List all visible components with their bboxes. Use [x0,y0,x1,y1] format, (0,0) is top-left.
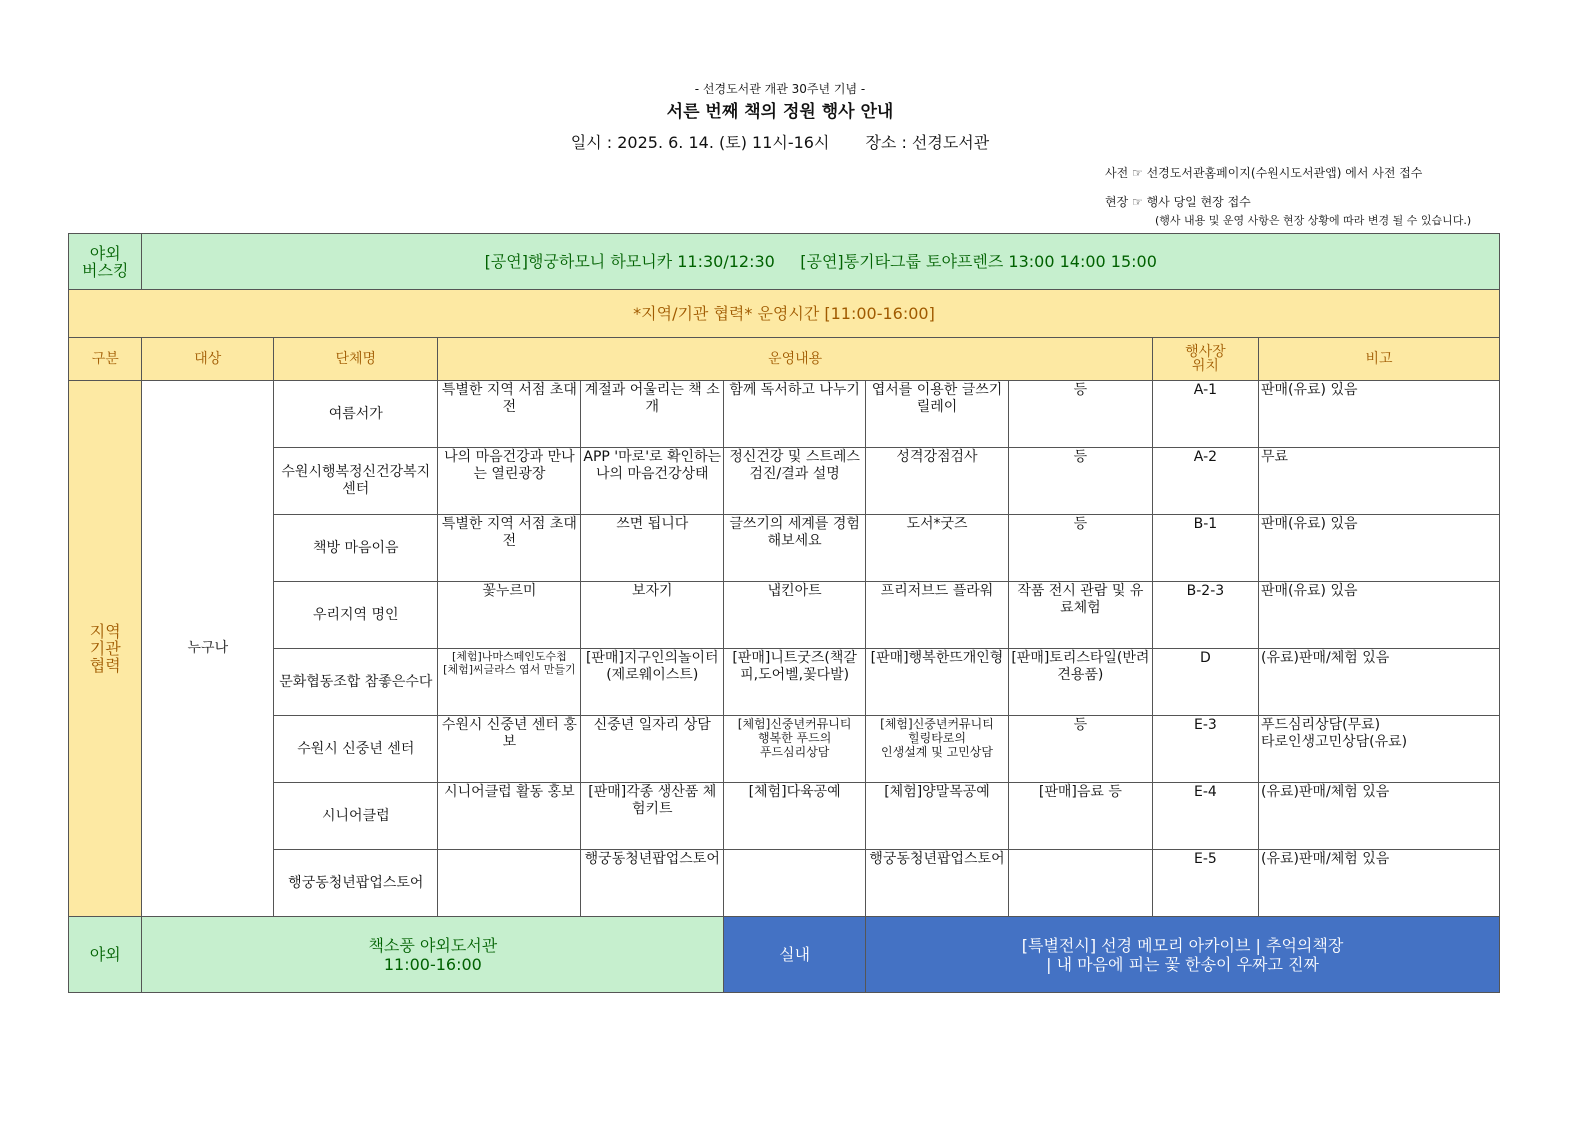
program-item [438,850,581,917]
schedule-table [68,233,1500,993]
location-code: A-2 [1152,448,1258,515]
group-name: 여름서가 [274,381,438,448]
table-row [69,649,1500,716]
program-item: [체험]나마스떼인도수첩 [체험]씨글라스 엽서 만들기 [438,649,581,716]
section-target: 누구나 [142,381,274,917]
program-item: 등 [1008,381,1152,448]
remarks: (유료)판매/체험 있음 [1258,783,1499,850]
program-item [724,850,866,917]
disclaimer-note: (행사 내용 및 운영 사항은 현장 상황에 따라 변경 될 수 있습니다.) [1155,214,1472,227]
group-name: 수원시 신중년 센터 [274,716,438,783]
section-category: 지역 기관 협력 [69,381,142,917]
program-item: 프리저브드 플라워 [866,582,1009,649]
event-info [0,130,1560,153]
table-row [69,448,1500,515]
table-row [69,582,1500,649]
program-item: 행궁동청년팝업스토어 [581,850,724,917]
onsite-note: 현장 ☞ 행사 당일 현장 접수 [1105,195,1251,209]
program-item: 꽃누르미 [438,582,581,649]
remarks: 무료 [1258,448,1499,515]
outdoor-label: 야외 [69,917,142,993]
remarks: 판매(유료) 있음 [1258,582,1499,649]
indoor-content: [특별전시] 선경 메모리 아카이브 | 추억의책장 | 내 마음에 피는 꽃 한송이 우짜고 진짜 [866,917,1500,993]
location-code: E-4 [1152,783,1258,850]
footer-row [69,917,1500,993]
location-code: A-1 [1152,381,1258,448]
table-row [69,783,1500,850]
program-item: [판매]행복한뜨개인형 [866,649,1009,716]
program-item: [판매]니트굿즈(책갈피,도어벨,꽃다발) [724,649,866,716]
group-name: 시니어클럽 [274,783,438,850]
program-item: [체험]다육공예 [724,783,866,850]
indoor-label: 실내 [724,917,866,993]
event-place: 장소 : 선경도서관 [865,133,990,152]
preregister-note: 사전 ☞ 선경도서관홈페이지(수원시도서관앱) 에서 사전 접수 [1105,166,1423,180]
program-item: 수원시 신중년 센터 홍보 [438,716,581,783]
program-item: 특별한 지역 서점 초대전 [438,381,581,448]
location-code: D [1152,649,1258,716]
program-item: 등 [1008,515,1152,582]
group-name: 문화협동조합 참좋은수다 [274,649,438,716]
outdoor-content: 책소풍 야외도서관 11:00-16:00 [142,917,724,993]
program-item: [체험]신중년커뮤니티 행복한 푸드의 푸드심리상담 [724,716,866,783]
program-item: 정신건강 및 스트레스 검진/결과 설명 [724,448,866,515]
table-row [69,381,1500,448]
program-item: 시니어클럽 활동 홍보 [438,783,581,850]
remarks: (유료)판매/체험 있음 [1258,850,1499,917]
location-code: B-1 [1152,515,1258,582]
program-item: 행궁동청년팝업스토어 [866,850,1009,917]
program-item: 엽서를 이용한 글쓰기 릴레이 [866,381,1009,448]
program-item: 나의 마음건강과 만나는 열린광장 [438,448,581,515]
table-row [69,716,1500,783]
program-item: 계절과 어울리는 책 소개 [581,381,724,448]
group-name: 행궁동청년팝업스토어 [274,850,438,917]
column-header-remarks: 비고 [1258,338,1499,381]
program-item: 성격강점검사 [866,448,1009,515]
location-code: E-3 [1152,716,1258,783]
program-item: 등 [1008,716,1152,783]
group-name: 책방 마음이음 [274,515,438,582]
remarks: (유료)판매/체험 있음 [1258,649,1499,716]
remarks: 판매(유료) 있음 [1258,381,1499,448]
cooperation-banner: *지역/기관 협력* 운영시간 [11:00-16:00] [69,290,1500,338]
event-date: 일시 : 2025. 6. 14. (토) 11시-16시 [570,133,830,152]
table-row [69,850,1500,917]
column-header-category: 구분 [69,338,142,381]
program-item: 특별한 지역 서점 초대전 [438,515,581,582]
group-name: 수원시행복정신건강복지센터 [274,448,438,515]
program-item: 냅킨아트 [724,582,866,649]
program-item: 작품 전시 관람 및 유료체험 [1008,582,1152,649]
busking-content: [공연]행궁하모니 하모니카 11:30/12:30 [공연]통기타그룹 토야프렌즈 13:00 14:00 15:00 [142,234,1500,290]
location-code: E-5 [1152,850,1258,917]
program-item: [체험]신중년커뮤니티 힐링타로의 인생설계 및 고민상담 [866,716,1009,783]
program-item: 등 [1008,448,1152,515]
event-subtitle: - 선경도서관 개관 30주년 기념 - [694,82,866,96]
program-item: [체험]양말목공예 [866,783,1009,850]
table-row [69,515,1500,582]
program-item: APP '마로'로 확인하는 나의 마음건강상태 [581,448,724,515]
program-item: [판매]음료 등 [1008,783,1152,850]
program-item: [판매]토리스타일(반려견용품) [1008,649,1152,716]
program-item: 쓰면 됩니다 [581,515,724,582]
column-header-content: 운영내용 [438,338,1152,381]
program-item: 글쓰기의 세계를 경험해보세요 [724,515,866,582]
program-item: 함께 독서하고 나누기 [724,381,866,448]
event-title: 서른 번째 책의 정원 행사 안내 [666,102,894,122]
program-item: [판매]지구인의놀이터(제로웨이스트) [581,649,724,716]
column-header-target: 대상 [142,338,274,381]
remarks: 판매(유료) 있음 [1258,515,1499,582]
location-code: B-2-3 [1152,582,1258,649]
remarks: 푸드심리상담(무료) 타로인생고민상담(유료) [1258,716,1499,783]
program-item: 보자기 [581,582,724,649]
program-item: 도서*굿즈 [866,515,1009,582]
program-item [1008,850,1152,917]
group-name: 우리지역 명인 [274,582,438,649]
column-header-location: 행사장 위치 [1152,338,1258,381]
busking-label: 야외 버스킹 [69,234,142,290]
program-item: 신중년 일자리 상담 [581,716,724,783]
program-item: [판매]각종 생산품 체험키트 [581,783,724,850]
column-header-group: 단체명 [274,338,438,381]
